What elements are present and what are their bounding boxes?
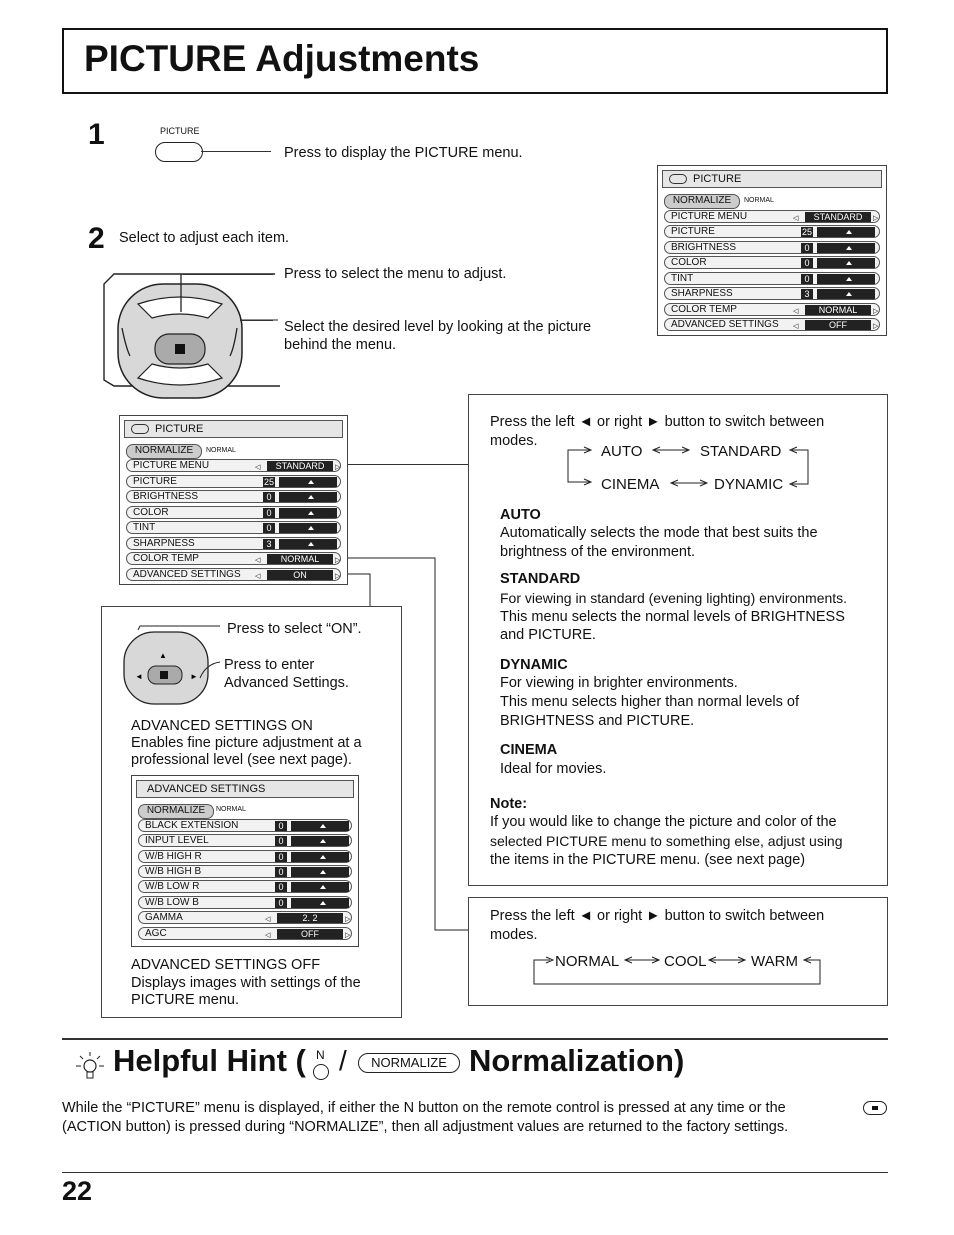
hint-body-1: While the “PICTURE” menu is displayed, if either the N button on the remote control is pressed at any time or the: [62, 1100, 786, 1116]
osd-row[interactable]: W/B LOW B 0: [138, 896, 352, 909]
osd-row[interactable]: PICTURE 25: [664, 225, 880, 238]
mode-auto: AUTO: [601, 443, 643, 460]
adv-off-2: PICTURE menu.: [131, 992, 239, 1008]
normalize-button[interactable]: NORMALIZE: [126, 444, 202, 459]
osd-row[interactable]: ADVANCED SETTINGS ◁ OFF ▷: [664, 318, 880, 331]
adv-off-title: ADVANCED SETTINGS OFF: [131, 957, 321, 973]
osd-row[interactable]: SHARPNESS 3: [664, 287, 880, 300]
step-1-number: 1: [88, 118, 105, 151]
picture-icon: [669, 174, 687, 184]
svg-text:◄: ◄: [135, 672, 143, 681]
standard-desc-3: and PICTURE.: [500, 627, 596, 643]
connector-line: [348, 464, 469, 465]
normalize-button[interactable]: NORMALIZE: [138, 804, 214, 819]
step-2-text: Select to adjust each item.: [119, 230, 290, 246]
title-box: [62, 28, 888, 94]
remote-pad-small: [120, 620, 230, 705]
adv-on-title: ADVANCED SETTINGS ON: [131, 718, 313, 734]
osd-row[interactable]: COLOR TEMP ◁ NORMAL ▷: [664, 303, 880, 316]
picture-menu-osd: [657, 165, 887, 336]
picture-button-label: PICTURE: [160, 126, 200, 136]
svg-text:▲: ▲: [159, 651, 167, 660]
osd-row[interactable]: PICTURE MENU ◁ STANDARD ▷: [126, 459, 341, 472]
normalize-button-icon: NORMALIZE: [358, 1053, 460, 1073]
callout-line: [201, 151, 271, 152]
press-enter-2: Advanced Settings.: [224, 675, 349, 691]
osd-row[interactable]: SHARPNESS 3: [126, 537, 341, 550]
hint-body-2: (ACTION button) is pressed during “NORMALIZE”, then all adjustment values are returned to the factory settings.: [62, 1119, 789, 1135]
temp-intro-1: Press the left ◄ or right ► button to switch between: [490, 908, 825, 924]
svg-text:►: ►: [190, 672, 198, 681]
callout-line: [183, 274, 273, 275]
picture-menu-osd-2: [119, 415, 348, 585]
mode-standard: STANDARD: [700, 443, 782, 460]
osd-row[interactable]: INPUT LEVEL 0: [138, 834, 352, 847]
adv-on-2: professional level (see next page).: [131, 752, 352, 768]
note-1: If you would like to change the picture and color of the: [490, 814, 837, 830]
step-1-text: Press to display the PICTURE menu.: [284, 145, 523, 161]
lightbulb-icon: [74, 1050, 106, 1088]
osd-row[interactable]: BRIGHTNESS 0: [126, 490, 341, 503]
modes-intro-2: modes.: [490, 433, 538, 449]
temp-intro-2: modes.: [490, 927, 538, 943]
normal-label: NORMAL: [216, 806, 246, 813]
osd-row[interactable]: W/B HIGH R 0: [138, 850, 352, 863]
n-button-icon: [313, 1064, 329, 1080]
select-level-text-1: Select the desired level by looking at the picture: [284, 319, 592, 335]
picture-icon: [131, 424, 149, 434]
temp-cool: COOL: [664, 953, 707, 970]
hint-title-left: Helpful Hint (: [113, 1043, 306, 1078]
standard-desc-1: For viewing in standard (evening lighting) environments.: [500, 590, 848, 606]
osd-header: ADVANCED SETTINGS: [136, 780, 354, 798]
osd-row[interactable]: TINT 0: [664, 272, 880, 285]
hint-top-rule: [62, 1038, 888, 1040]
osd-row[interactable]: BRIGHTNESS 0: [664, 241, 880, 254]
temp-normal: NORMAL: [555, 953, 620, 970]
osd-row[interactable]: PICTURE MENU ◁ STANDARD ▷: [664, 210, 880, 223]
osd-row[interactable]: GAMMA ◁ 2. 2 ▷: [138, 911, 352, 924]
standard-title: STANDARD: [500, 571, 581, 587]
callout-line: [240, 320, 273, 321]
note-title: Note:: [490, 796, 528, 812]
dynamic-title: DYNAMIC: [500, 657, 568, 673]
remote-pad-large: [100, 268, 290, 398]
mode-cinema: CINEMA: [601, 476, 660, 493]
auto-desc-1: Automatically selects the mode that best suits the: [500, 525, 818, 541]
osd-header: PICTURE: [662, 170, 882, 188]
osd-row[interactable]: W/B HIGH B 0: [138, 865, 352, 878]
hint-slash: /: [339, 1045, 347, 1076]
osd-row[interactable]: COLOR 0: [126, 506, 341, 519]
page-title: PICTURE Adjustments: [84, 38, 480, 79]
n-button-label: N: [316, 1048, 325, 1062]
select-menu-text: Press to select the menu to adjust.: [284, 266, 507, 282]
step-2-number: 2: [88, 222, 105, 255]
mode-dynamic: DYNAMIC: [714, 476, 784, 493]
osd-row[interactable]: TINT 0: [126, 521, 341, 534]
auto-title: AUTO: [500, 507, 541, 523]
standard-desc-2: This menu selects the normal levels of BRIGHTNESS: [500, 609, 845, 625]
normal-label: NORMAL: [206, 447, 236, 454]
cinema-title: CINEMA: [500, 742, 558, 758]
hint-title-right: Normalization): [469, 1043, 685, 1078]
osd-row[interactable]: W/B LOW R 0: [138, 880, 352, 893]
note-3: the items in the PICTURE menu. (see next page): [490, 852, 806, 868]
osd-row[interactable]: ADVANCED SETTINGS ◁ ON ▷: [126, 568, 341, 581]
select-level-text-2: behind the menu.: [284, 337, 397, 353]
press-on-text: Press to select “ON”.: [227, 621, 362, 637]
osd-row[interactable]: BLACK EXTENSION 0: [138, 819, 352, 832]
auto-desc-2: brightness of the environment.: [500, 544, 696, 560]
press-enter-1: Press to enter: [224, 657, 315, 673]
normalize-button[interactable]: NORMALIZE: [664, 194, 740, 209]
osd-header: PICTURE: [124, 420, 343, 438]
dynamic-desc-2: This menu selects higher than normal levels of: [500, 694, 800, 710]
modes-intro-1: Press the left ◄ or right ► button to switch between: [490, 414, 825, 430]
normal-label: NORMAL: [744, 197, 774, 204]
temp-warm: WARM: [751, 953, 798, 970]
osd-row[interactable]: AGC ◁ OFF ▷: [138, 927, 352, 940]
picture-button-icon: [155, 142, 203, 162]
note-2: selected PICTURE menu to something else, adjust using: [490, 833, 843, 849]
dynamic-desc-3: BRIGHTNESS and PICTURE.: [500, 713, 695, 729]
adv-off-1: Displays images with settings of the: [131, 975, 361, 991]
osd-row[interactable]: COLOR 0: [664, 256, 880, 269]
dynamic-desc-1: For viewing in brighter environments.: [500, 675, 738, 691]
osd-row[interactable]: COLOR TEMP ◁ NORMAL ▷: [126, 552, 341, 565]
action-button-icon: [863, 1101, 887, 1115]
osd-row[interactable]: PICTURE 25: [126, 475, 341, 488]
cinema-desc-1: Ideal for movies.: [500, 761, 607, 777]
advanced-settings-osd: [131, 775, 359, 947]
adv-on-1: Enables fine picture adjustment at a: [131, 735, 362, 751]
footer-rule: [62, 1172, 888, 1173]
page-number: 22: [62, 1176, 93, 1206]
